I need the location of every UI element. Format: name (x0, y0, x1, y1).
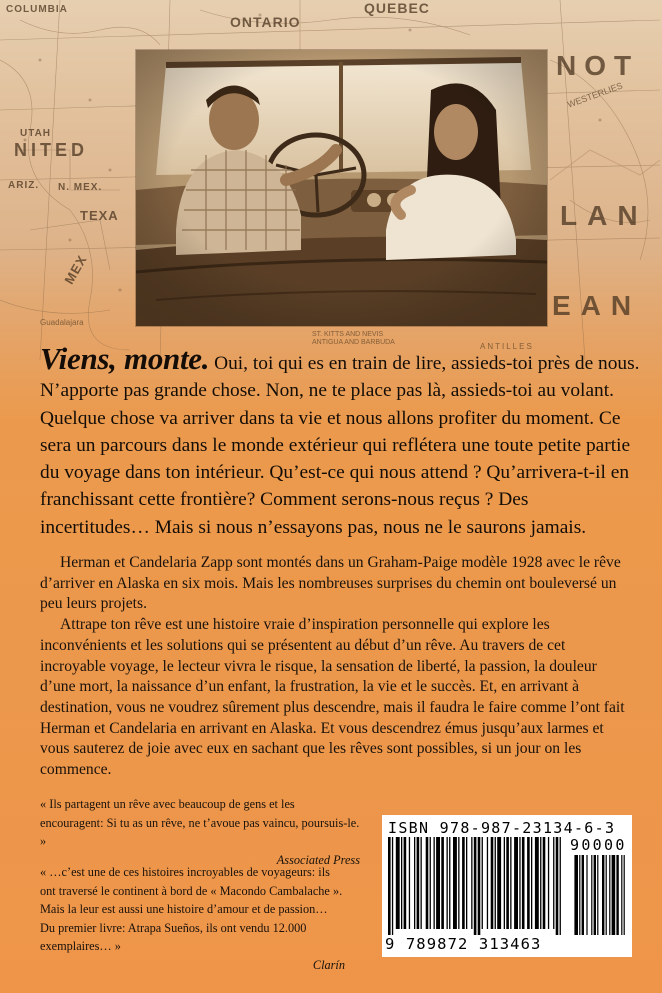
barcode-bar (434, 837, 435, 929)
barcode-bar (447, 837, 448, 929)
couple-car-photo (136, 50, 547, 326)
map-label-ontario: ONTARIO (230, 14, 301, 30)
barcode-bar (414, 837, 415, 929)
addon-bar (602, 855, 604, 935)
addon-bar (594, 855, 596, 935)
map-label-nmex: N. MEX. (58, 182, 103, 193)
addon-bar (612, 855, 616, 935)
intro-paragraph: Oui, toi qui es en train de lire, assieds-toi près de nous. N’apporte pas grande chose. Non, ne te place pas là, assieds-toi au volant. Quelque chose va arriver dans ta vie et nous allons profiter du moment. Ce sera un parcours dans le monde extérieur qui reflétera une toute petite partie du voyage dans ton intérieur. Qu’est-ce qui nous attend ? Qu’arrivera-t-il en franchissant cette frontière? Comment serons-nous reçus ? Des incertitudes… Mais si nous n’essayons pas, nous ne le saurons jamais. (40, 353, 640, 538)
barcode-bar (449, 837, 450, 929)
addon-bar (574, 855, 578, 935)
barcode-bar (401, 837, 402, 929)
barcode-bar (543, 837, 546, 929)
quote-source: Associated Press (276, 852, 360, 867)
map-label-columbia: COLUMBIA (6, 4, 68, 15)
barcode-bar (482, 837, 483, 929)
isbn-barcode (382, 815, 632, 957)
map-label-ariz: ARIZ. (8, 180, 40, 191)
press-quote-2 (40, 863, 345, 974)
map-label-nited: NITED (14, 140, 88, 160)
barcode-bar (453, 837, 457, 929)
synopsis (40, 553, 632, 781)
barcode-bar (548, 837, 549, 929)
barcode-bar (519, 837, 520, 929)
barcode-bar (404, 837, 407, 929)
barcode-bar (436, 837, 440, 929)
map-label-guadalajara: Guadalajara (40, 318, 84, 327)
addon-bar (624, 855, 625, 935)
barcode-bar (421, 837, 422, 929)
barcode-bar (430, 837, 431, 929)
barcode-bar (396, 837, 400, 929)
barcode-bar (426, 837, 429, 929)
press-quote-1 (40, 795, 360, 869)
barcode-bar (495, 837, 496, 929)
map-label-antigua: ANTIGUA AND BARBUDA (312, 339, 395, 346)
addon-bar (606, 855, 607, 935)
intro-lead: Viens, monte. (40, 341, 210, 376)
barcode-bar (510, 837, 511, 929)
synopsis-paragraph-1: Herman et Candelaria Zapp sont montés dans un Graham-Paige modèle 1928 avec le rêve d’arriver en Alaska en six mois. Mais les nombreuses surprises du chemin ont bouleversé un peu leurs projets. (40, 554, 621, 613)
barcode-bar (388, 837, 391, 935)
map-label-stkitts: ST. KITTS AND NEVIS (312, 331, 384, 338)
map-label-antilles: ANTILLES (480, 342, 534, 351)
barcode-bar (441, 837, 444, 929)
map-label-ean: EAN (552, 290, 642, 321)
barcode-bar (491, 837, 494, 929)
barcode-bar (466, 837, 467, 929)
synopsis-paragraph-2: Attrape ton rêve est une histoire vraie d’inspiration personnelle qui explore les inconvénients et les solutions qui se présentent au début d’un rêve. Au travers de cet incroyable voyage, le lecteur vivra le risque, la sensation de liberté, la passion, la douleur d’une mort, la naissance d’un enfant, la frustration, la vie et le succès. Et, en arrivant à destination, vous ne voudrez sûrement plus descendre, mais il faudra le faire comme l’ont fait Herman et Candelaria en arrivant en Alaska. Et vous descendrez émus jusqu’aux larmes et vous sauterez de joie avec eux en sachant que les rêves sont possibles, si un jour on les commence. (40, 616, 625, 779)
addon-bar (591, 855, 592, 935)
barcode-bar (556, 837, 559, 935)
barcode-bar (487, 837, 488, 929)
barcode-bar (506, 837, 509, 929)
quote-text: « …c’est une de ces histoires incroyables de voyageurs: ils ont traversé le continent à bord de « Macondo Cambalache ». Mais la leur est aussi une histoire d’amour et de passion… Du premier livre: Atrapa Sueños, ils ont vendu 12.000 exemplaires… » (40, 865, 343, 953)
isbn-number: ISBN 978-987-23134-6-3 (388, 819, 616, 837)
map-label-mex: MEX (61, 252, 90, 287)
map-label-lan: LAN (560, 200, 648, 231)
barcode-bar (540, 837, 541, 929)
barcode-bar (471, 837, 472, 929)
barcode-bar (535, 837, 539, 929)
addon-bar (579, 855, 580, 935)
map-label-not: NOT (556, 50, 640, 81)
barcode-bar (497, 837, 501, 929)
barcode-bar (417, 837, 420, 929)
barcode-bar (474, 837, 477, 935)
barcode-bar (560, 837, 561, 935)
barcode-bar (478, 837, 481, 935)
map-label-quebec: QUEBEC (364, 0, 430, 16)
barcode-bar (522, 837, 525, 929)
barcode-bar (527, 837, 530, 929)
addon-bar (597, 855, 598, 935)
addon-bar (582, 855, 584, 935)
barcode-bar (504, 837, 505, 929)
addon-bar (609, 855, 610, 935)
barcode-bar (458, 837, 459, 929)
map-label-westerlies: WESTERLIES (566, 80, 624, 110)
quote-text: « Ils partagent un rêve avec beaucoup de gens et les encouragent: Si tu as un rêve, ne t’avoue pas vaincu, poursuis-le. » (40, 797, 360, 848)
photo-illustration (136, 50, 547, 326)
quote-source: Clarín (312, 957, 345, 972)
price-addon-number: 90000 (570, 836, 627, 854)
barcode-bar (553, 837, 554, 929)
map-label-texa: TEXA (80, 208, 119, 223)
map-label-utah: UTAH (20, 128, 52, 139)
barcode-bar (409, 837, 410, 929)
ean-number: 9 789872 313463 (385, 935, 542, 953)
addon-bar (616, 855, 618, 935)
barcode-bar (462, 837, 465, 929)
addon-bar (621, 855, 622, 935)
barcode-bar (531, 837, 532, 929)
barcode-bar (392, 837, 393, 935)
barcode-bar (514, 837, 518, 929)
addon-bar (586, 855, 587, 935)
